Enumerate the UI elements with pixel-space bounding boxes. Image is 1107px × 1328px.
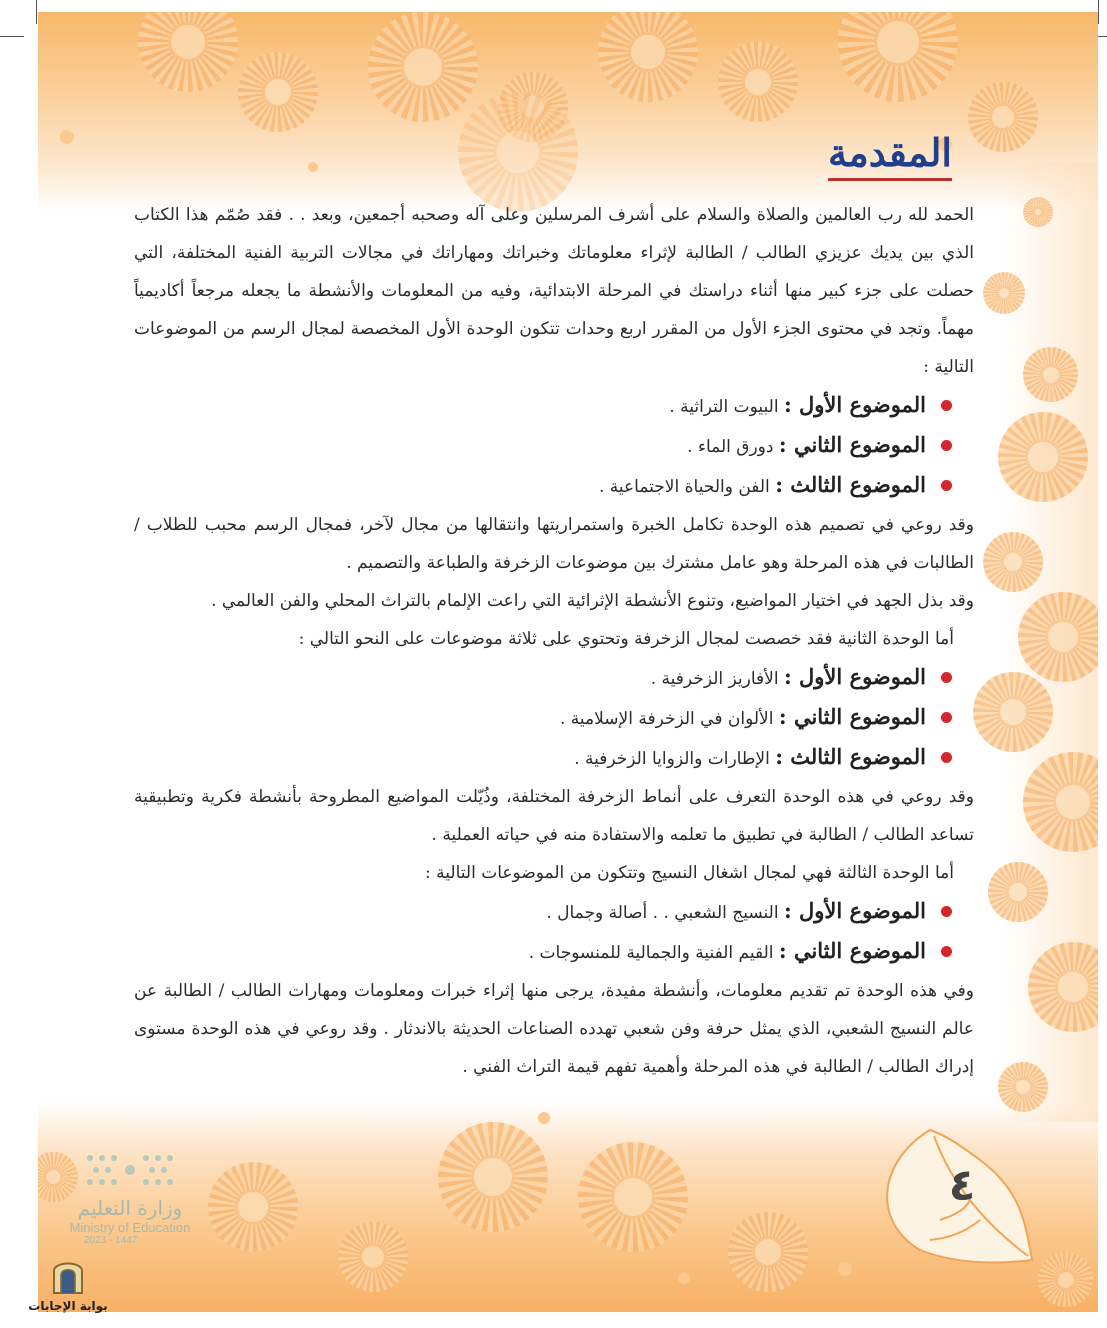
flower-decoration xyxy=(973,672,1053,752)
dot-decoration xyxy=(60,130,74,144)
body-paragraph: أما الوحدة الثانية فقد خصصت لمجال الزخرفة وتحتوي على ثلاثة موضوعات على النحو التالي : xyxy=(298,629,954,649)
flower-decoration xyxy=(1018,592,1098,682)
site-logo xyxy=(28,1255,108,1313)
flower-decoration xyxy=(998,1062,1048,1112)
topic-label: الموضوع الأول : xyxy=(783,664,926,689)
crop-mark xyxy=(0,36,24,37)
flower-decoration xyxy=(138,12,238,92)
dot-decoration xyxy=(678,1272,690,1284)
flower-decoration xyxy=(988,862,1048,922)
introduction-body xyxy=(134,196,974,1086)
flower-decoration xyxy=(458,92,578,212)
flower-decoration xyxy=(208,1162,298,1252)
flower-decoration xyxy=(1023,197,1053,227)
dot-decoration xyxy=(838,1262,852,1276)
flower-decoration xyxy=(728,1212,808,1292)
topic-text: دورق الماء . xyxy=(687,437,774,457)
topic-text: الألوان في الزخرفة الإسلامية . xyxy=(559,709,774,729)
flower-decoration xyxy=(838,12,958,102)
flower-decoration xyxy=(338,1222,408,1292)
body-paragraph: وقد روعي في تصميم هذه الوحدة تكامل الخبرة واستمراريتها وانتقالها من مجال لآخر، فمجال الرسم محبب للطلاب / الطالبات في هذه المرحلة وهو عامل مشترك بين موضوعات الزخرفة والطباعة والتصميم . xyxy=(134,515,974,573)
topic-text: النسيج الشعبي . . أصالة وجمال . xyxy=(546,903,779,923)
topic-label: الموضوع الثالث : xyxy=(775,472,926,497)
topic-text: الإطارات والزوايا الزخرفية . xyxy=(574,749,770,769)
crop-mark xyxy=(36,0,37,24)
list-item xyxy=(134,386,974,426)
page-number: ٤ xyxy=(948,1160,976,1211)
topic-label: الموضوع الأول : xyxy=(783,392,926,417)
ministry-year: 2023 - 1447 xyxy=(84,1235,138,1246)
ministry-logo xyxy=(60,1150,200,1246)
topic-text: الأفاريز الزخرفية . xyxy=(650,669,779,689)
flower-decoration xyxy=(368,12,478,122)
topic-label: الموضوع الأول : xyxy=(783,898,926,923)
topic-label: الموضوع الثاني : xyxy=(778,938,926,963)
topic-text: البيوت التراثية . xyxy=(669,397,779,417)
ministry-emblem-icon xyxy=(80,1150,180,1192)
topic-text: القيم الفنية والجمالية للمنسوجات . xyxy=(528,943,774,963)
list-item xyxy=(134,426,974,466)
page-title: المقدمة xyxy=(828,130,952,181)
flower-decoration xyxy=(983,272,1025,314)
list-item xyxy=(134,932,974,972)
intro-paragraph: الحمد لله رب العالمين والصلاة والسلام على أشرف المرسلين وعلى آله وصحبه أجمعين، وبعد . . فقد صُمّم هذا الكتاب الذي بين يديك عزيزي الطالب / الطالبة لإثراء معلوماتك وخبراتك ومهاراتك في مجالات التربية الفنية المختلفة، التي حصلت على جزء كبير منها أثناء دراستك في المرحلة الابتدائية، وفيه من المعلومات والأنشطة ما يجعله مرجعاً أكاديمياً مهماً. وتجد في محتوى الجزء الأول من المقرر اربع وحدات تتكون الوحدة الأول المخصصة لمجال الرسم من الموضوعات التالية : xyxy=(134,205,974,377)
list-item xyxy=(134,738,974,778)
crop-mark xyxy=(1098,0,1099,24)
flower-decoration xyxy=(968,82,1038,152)
flower-decoration xyxy=(238,52,318,132)
closing-paragraph: وفي هذه الوحدة تم تقديم معلومات، وأنشطة مفيدة، يرجى منها إثراء خبرات ومعلومات ومهارات الطالب / الطالبة عن عالم النسيج الشعبي، الذي يمثل حرفة وفن شعبي تهدده الصناعات الحديثة بالاندثار . وقد روعي في هذه الوحدة مستوى إدراك الطالب / الطالبة في هذه المرحلة وأهمية تفهم قيمة التراث الفني . xyxy=(134,981,974,1077)
flower-decoration xyxy=(598,12,698,102)
body-paragraph: وقد روعي في هذه الوحدة التعرف على أنماط الزخرفة المختلفة، وذُيّلت المواضيع المطروحة بأنشطة فكرية وتطبيقية تساعد الطالب / الطالبة في تطبيق ما تعلمه والاستفادة منه في حياته العملية . xyxy=(134,787,974,845)
list-item xyxy=(134,466,974,506)
flower-decoration xyxy=(578,1142,688,1252)
flower-decoration xyxy=(998,412,1088,502)
site-logo-text: بوابة الإجابات xyxy=(28,1299,108,1313)
topic-label: الموضوع الثاني : xyxy=(778,432,926,457)
body-paragraph: أما الوحدة الثالثة فهي لمجال اشغال النسيج وتتكون من الموضوعات التالية : xyxy=(425,863,954,883)
flower-decoration xyxy=(1038,1252,1093,1307)
dot-decoration xyxy=(538,1112,550,1124)
flower-decoration xyxy=(718,42,798,122)
topic-text: الفن والحياة الاجتماعية . xyxy=(598,477,770,497)
answers-gate-icon xyxy=(50,1255,86,1295)
list-item xyxy=(134,698,974,738)
topic-label: الموضوع الثالث : xyxy=(775,744,926,769)
flower-decoration xyxy=(438,1122,548,1232)
body-paragraph: وقد بذل الجهد في اختيار المواضيع، وتنوع الأنشطة الإثرائية التي راعت الإلمام بالتراث المحلي والفن العالمي . xyxy=(211,591,974,611)
ministry-name-ar: وزارة التعليم xyxy=(77,1196,183,1220)
dot-decoration xyxy=(308,162,318,172)
topic-label: الموضوع الثاني : xyxy=(778,704,926,729)
flower-decoration xyxy=(1023,347,1078,402)
flower-decoration xyxy=(983,532,1043,592)
ministry-name-en: Ministry of Education xyxy=(69,1220,191,1235)
list-item xyxy=(134,892,974,932)
list-item xyxy=(134,658,974,698)
